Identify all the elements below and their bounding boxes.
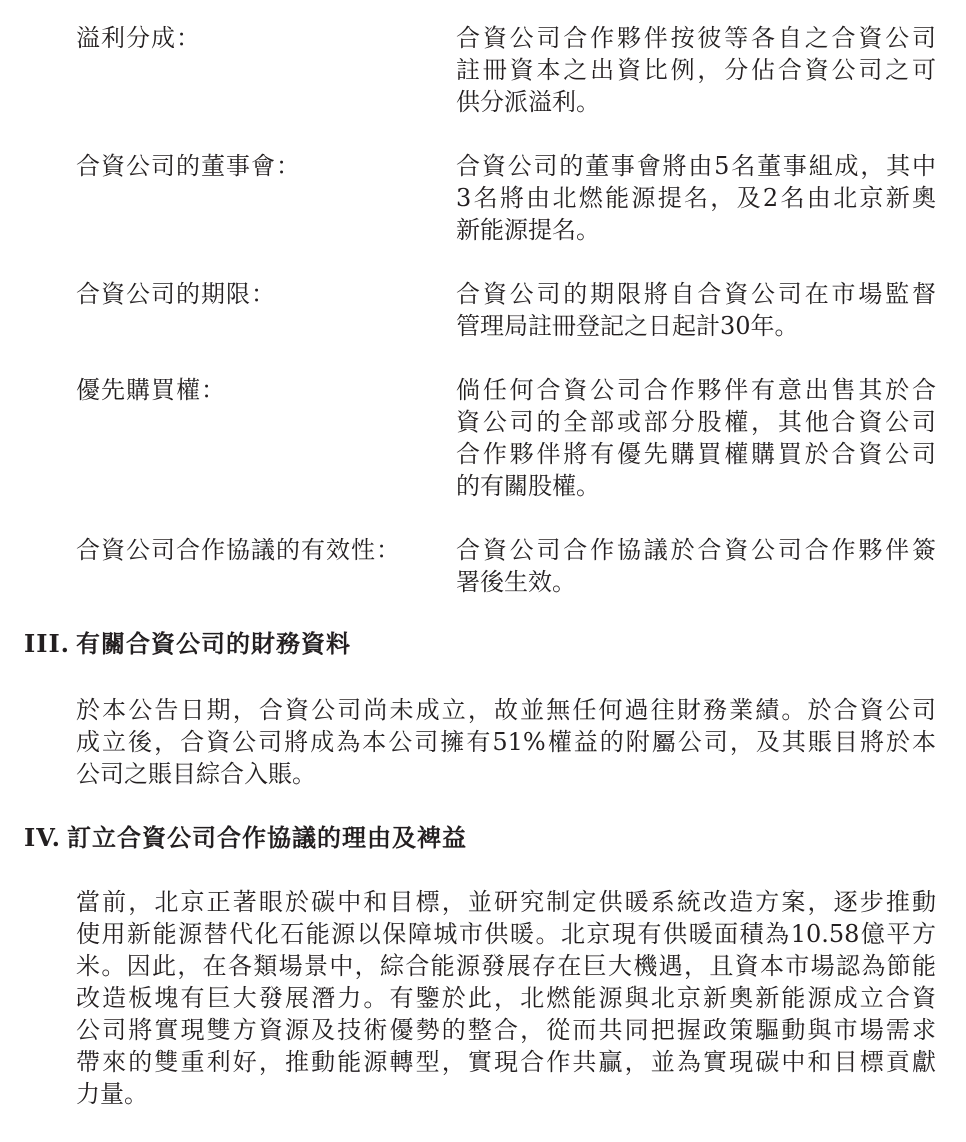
- term-value-line: 合資公司的董事會將由5名董事組成，其中: [456, 152, 936, 180]
- term-value: [456, 374, 938, 502]
- section-title: 訂立合資公司合作協議的理由及裨益: [67, 823, 468, 852]
- term-value: [456, 534, 938, 598]
- term-value-line: 供分派溢利。: [456, 88, 600, 116]
- term-value-line: 新能源提名。: [456, 216, 600, 244]
- term-value-line: 倘任何合資公司合作夥伴有意出售其於合: [456, 376, 936, 404]
- term-value: [456, 278, 938, 342]
- section-heading-reasons-benefits: [24, 822, 467, 854]
- section-paragraph-reasons-benefits: [76, 886, 938, 1110]
- paragraph-line: 公司之賬目綜合入賬。: [76, 760, 316, 788]
- term-value-line: 合資公司合作協議於合資公司合作夥伴簽: [456, 536, 936, 564]
- paragraph-line: 米。因此，在各類場景中，綜合能源發展存在巨大機遇，且資本市場認為節能: [76, 952, 936, 980]
- term-value-line: 合作夥伴將有優先購買權購買於合資公司: [456, 440, 936, 468]
- section-paragraph-financial-info: [76, 694, 938, 790]
- paragraph-line: 力量。: [76, 1080, 148, 1108]
- term-label: 溢利分成：: [76, 24, 201, 52]
- term-label: 合資公司的期限：: [76, 280, 276, 308]
- term-label: 優先購買權：: [76, 376, 226, 404]
- term-value: [456, 22, 938, 118]
- term-value-line: 管理局註冊登記之日起計30年。: [456, 312, 799, 340]
- section-title: 有關合資公司的財務資料: [76, 629, 352, 658]
- term-label: 合資公司合作協議的有效性：: [76, 536, 401, 564]
- paragraph-line: 成立後，合資公司將成為本公司擁有51%權益的附屬公司，及其賬目將於本: [76, 728, 936, 756]
- paragraph-line: 帶來的雙重利好，推動能源轉型，實現合作共贏，並為實現碳中和目標貢獻: [76, 1048, 936, 1076]
- paragraph-line: 改造板塊有巨大發展潛力。有鑒於此，北燃能源與北京新奧新能源成立合資: [76, 984, 936, 1012]
- paragraph-line: 公司將實現雙方資源及技術優勢的整合，從而共同把握政策驅動與市場需求: [76, 1016, 936, 1044]
- term-value-line: 3名將由北燃能源提名，及2名由北京新奧: [456, 184, 936, 212]
- term-label: 合資公司的董事會：: [76, 152, 301, 180]
- term-value-line: 資公司的全部或部分股權，其他合資公司: [456, 408, 936, 436]
- term-value-line: 合資公司的期限將自合資公司在市場監督: [456, 280, 936, 308]
- section-heading-financial-info: [24, 628, 351, 660]
- term-value: [456, 150, 938, 246]
- term-value-line: 合資公司合作夥伴按彼等各自之合資公司: [456, 24, 936, 52]
- paragraph-line: 於本公告日期，合資公司尚未成立，故並無任何過往財務業績。於合資公司: [76, 696, 936, 724]
- term-value-line: 註冊資本之出資比例，分佔合資公司之可: [456, 56, 936, 84]
- term-value-line: 的有關股權。: [456, 472, 600, 500]
- paragraph-line: 當前，北京正著眼於碳中和目標，並研究制定供暖系統改造方案，逐步推動: [76, 888, 936, 916]
- term-value-line: 署後生效。: [456, 568, 576, 596]
- section-number: III.: [24, 629, 71, 658]
- section-number: IV.: [24, 823, 62, 852]
- paragraph-line: 使用新能源替代化石能源以保障城市供暖。北京現有供暖面積為10.58億平方: [76, 920, 936, 948]
